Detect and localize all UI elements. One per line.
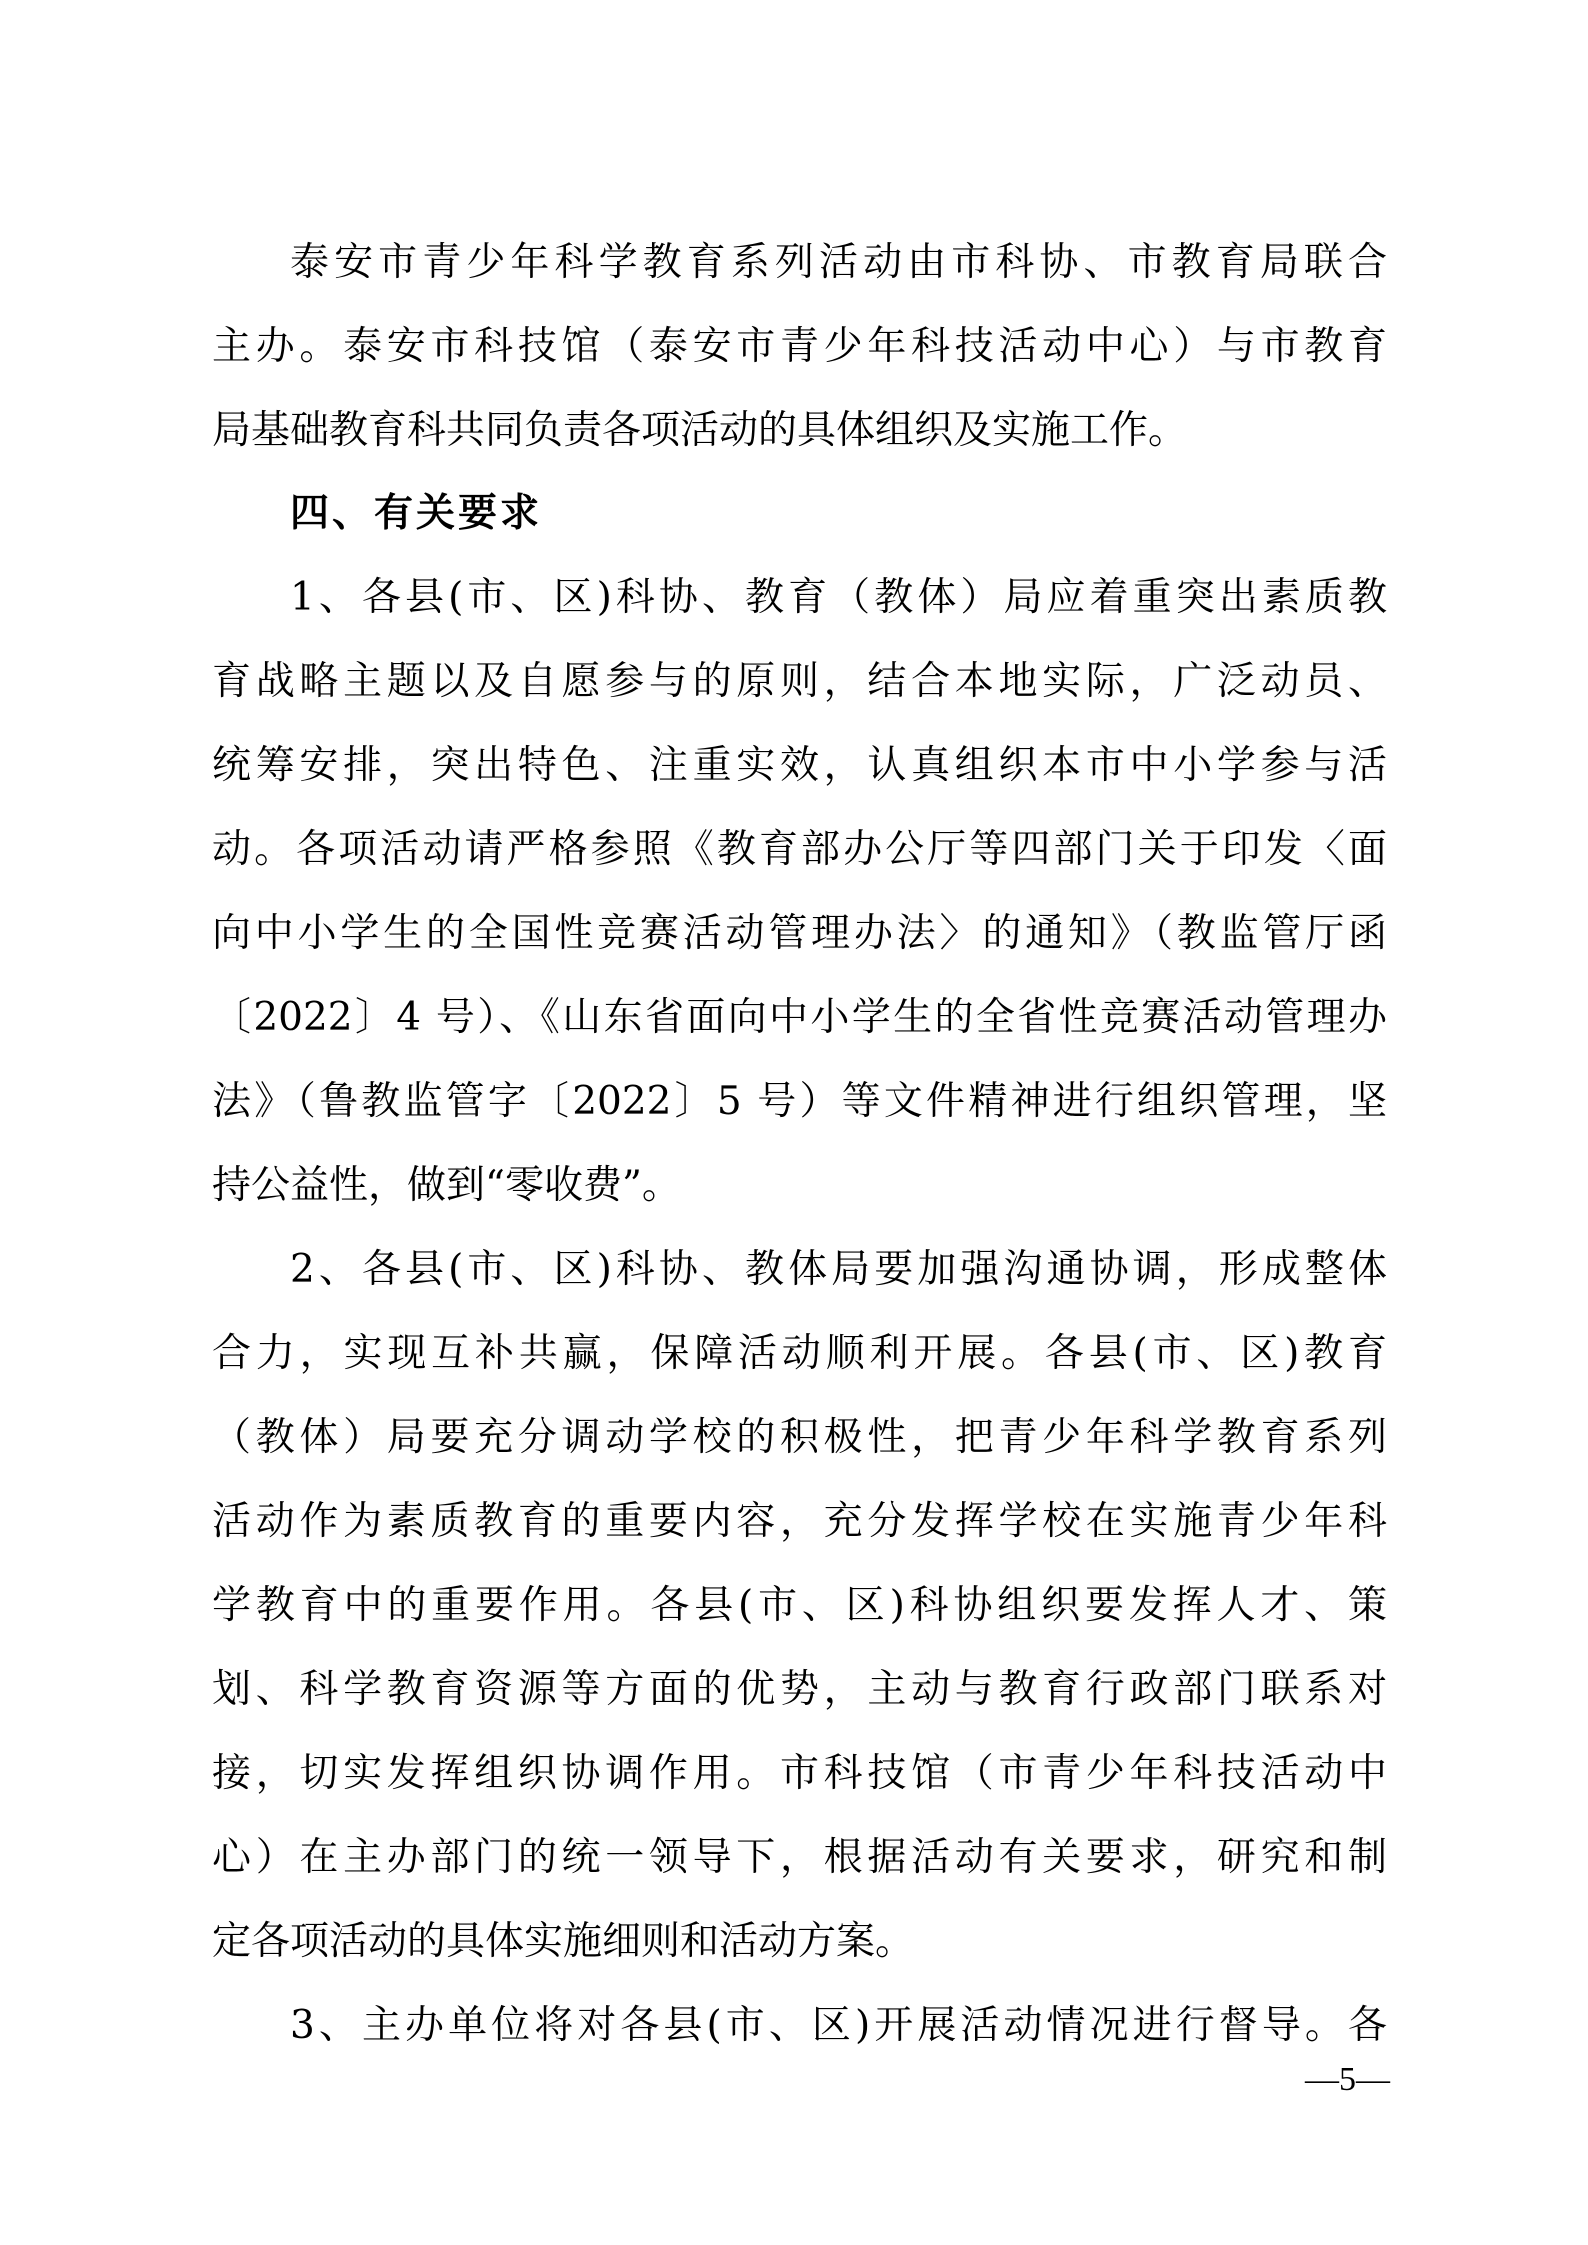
item-2-line-3: （教体）局要充分调动学校的积极性，把青少年科学教育系列 [212, 1415, 1387, 1460]
paragraph-1-line-3: 局基础教育科共同负责各项活动的具体组织及实施工作。 [212, 408, 1188, 453]
item-1-line-5: 向中小学生的全国性竞赛活动管理办法〉的通知》（教监管厅函 [212, 911, 1387, 956]
item-2-line-5: 学教育中的重要作用。各县(市、区)科协组织要发挥人才、策 [212, 1583, 1387, 1628]
item-1-line-1: 1、各县(市、区)科协、教育（教体）局应着重突出素质教 [290, 575, 1387, 620]
item-1-line-4: 动。各项活动请严格参照《教育部办公厅等四部门关于印发〈面 [212, 827, 1387, 872]
item-2-line-7: 接，切实发挥组织协调作用。市科技馆（市青少年科技活动中 [212, 1751, 1387, 1796]
item-2-line-4: 活动作为素质教育的重要内容，充分发挥学校在实施青少年科 [212, 1499, 1387, 1544]
item-2-line-9: 定各项活动的具体实施细则和活动方案。 [212, 1919, 915, 1964]
item-1-line-2: 育战略主题以及自愿参与的原则，结合本地实际，广泛动员、 [212, 659, 1387, 704]
item-2-line-6: 划、科学教育资源等方面的优势，主动与教育行政部门联系对 [212, 1667, 1387, 1712]
item-1-line-8: 持公益性，做到“零收费”。 [212, 1163, 681, 1208]
page-number: —5— [1305, 2061, 1390, 2098]
item-2-line-8: 心）在主办部门的统一领导下，根据活动有关要求，研究和制 [212, 1835, 1387, 1880]
paragraph-1-line-2: 主办。泰安市科技馆（泰安市青少年科技活动中心）与市教育 [212, 324, 1387, 369]
item-3-line-1: 3、主办单位将对各县(市、区)开展活动情况进行督导。各 [290, 2003, 1387, 2048]
item-1-line-7: 法》（鲁教监管字〔2022〕5 号）等文件精神进行组织管理，坚 [212, 1079, 1387, 1124]
paragraph-1-line-1: 泰安市青少年科学教育系列活动由市科协、市教育局联合 [290, 240, 1387, 285]
item-1-line-3: 统筹安排，突出特色、注重实效，认真组织本市中小学参与活 [212, 743, 1387, 788]
item-2-line-1: 2、各县(市、区)科协、教体局要加强沟通协调，形成整体 [290, 1247, 1387, 1292]
section-heading: 四、有关要求 [290, 491, 543, 536]
item-1-line-6: 〔2022〕4 号）、《山东省面向中小学生的全省性竞赛活动管理办 [212, 995, 1387, 1040]
item-2-line-2: 合力，实现互补共赢，保障活动顺利开展。各县(市、区)教育 [212, 1331, 1387, 1376]
